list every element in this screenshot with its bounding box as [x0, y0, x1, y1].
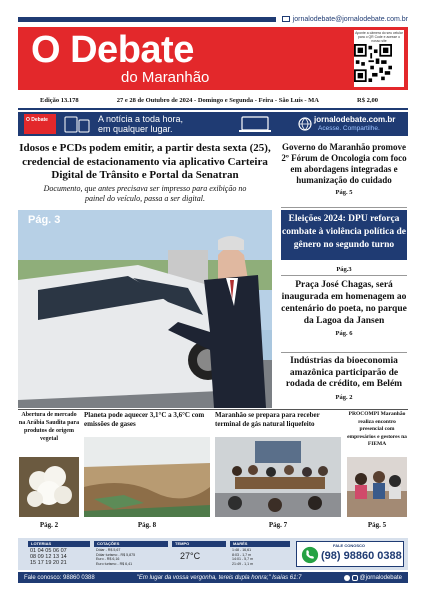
loterias-box: [28, 541, 90, 567]
lead-photo[interactable]: [18, 210, 272, 408]
promo-banner[interactable]: [18, 112, 408, 136]
loterias-label: LOTERIAS: [28, 541, 90, 547]
right-story-4-page: Pág. 2: [335, 393, 353, 401]
right-story-4-headline[interactable]: Indústrias da bioeconomia amazônica participarão de rodada de crédito, em Belém: [285, 356, 403, 389]
email-line[interactable]: [276, 16, 408, 23]
top-strip: [18, 14, 408, 24]
bar-verse: "Em lugar da vossa vergonha, tereis dupla honra;" Isaías 61:7: [136, 574, 302, 581]
cotton-photo: [19, 457, 79, 517]
bottom-story-2-page: Pág. 8: [137, 521, 157, 529]
banner-site[interactable]: jornalodebate.com.br: [314, 115, 396, 124]
qr-code-icon[interactable]: [354, 44, 392, 82]
loterias-row-2: 08 09 12 13 14: [30, 554, 67, 560]
footer-info: [18, 538, 408, 570]
divider: [281, 352, 407, 353]
right-story-1[interactable]: [279, 142, 409, 196]
lead-subheadline: Documento, que antes precisava ser impresso para exibição no painel do veículo, passa a ser digital.: [43, 184, 247, 203]
right-story-3[interactable]: [281, 279, 407, 337]
bottom-bar: [18, 572, 408, 583]
divider: [281, 207, 407, 208]
whatsapp-icon: [301, 546, 319, 564]
mare-1: 1:48 - 16,61: [232, 548, 252, 552]
bottom-story-2-headline[interactable]: Planeta pode aquecer 3,1°C a 3,6°C com emissões de gases: [84, 411, 205, 428]
cotacao-4: Euro turismo - R$ 6,41: [96, 561, 133, 566]
qr-caption: Aponte a câmera do seu celular para o QR Code e acesse o nosso site: [355, 31, 403, 43]
instagram-icon: [352, 575, 358, 581]
bottom-story-3-headline[interactable]: Maranhão se prepara para receber terminal de gás natural liquefeito: [215, 411, 320, 428]
loterias-values: [28, 547, 90, 567]
cotacao-3: Euro - R$ 6,16: [96, 557, 120, 562]
newspaper-title: O Debate: [31, 29, 194, 71]
loterias-row-3: 15 17 19 20 21: [30, 560, 67, 566]
bottom-story-4-headline[interactable]: PROCOMPI Maranhão realiza encontro presencial com empresários e gestores na FIEMA: [347, 411, 407, 447]
loterias-row-1: 01 04 05 06 07: [30, 548, 67, 554]
mares-values: [230, 547, 290, 567]
mare-4: 21:49 - 1,1 m: [232, 561, 254, 566]
bar-phone[interactable]: Fale conosco: 98860 0388: [24, 574, 95, 581]
mare-2: 8:03 - 1,7 m: [232, 552, 252, 557]
devices-icon: [64, 116, 90, 133]
banner-slogan-1: A notícia a toda hora,: [98, 114, 184, 124]
right-story-2-headline[interactable]: Eleições 2024: DPU reforça combate à violência política de gênero no segundo turno: [281, 214, 406, 250]
phone-number[interactable]: (98) 98860 0388: [321, 550, 402, 562]
photo-page-ref: Pág. 3: [28, 214, 61, 226]
qr-block[interactable]: [354, 30, 404, 87]
meeting-photo: [215, 437, 341, 517]
right-story-3-headline[interactable]: Praça José Chagas, será inaugurada em homenagem ao centenário do poeta, no parque da Lagoa da Jansen: [281, 280, 407, 326]
cotacao-2: Dólar turismo - R$ 5,875: [96, 552, 136, 557]
laptop-icon: [238, 116, 272, 133]
globe-icon: [298, 117, 312, 131]
mare-3: 14:01 - 5,7 m: [232, 557, 254, 562]
bar-social[interactable]: [344, 575, 402, 581]
masthead: [18, 27, 408, 90]
divider: [281, 275, 407, 276]
bottom-story-4-page: Pág. 5: [367, 521, 387, 529]
lead-photo-image: [18, 210, 272, 408]
climate-photo: [84, 437, 210, 517]
banner-logo: O Debate: [24, 114, 56, 134]
tempo-label: TEMPO: [172, 541, 226, 547]
edition-info: [18, 92, 408, 110]
tempo-value: 27°C: [180, 551, 201, 561]
right-story-1-headline[interactable]: Governo do Maranhão promove 2º Fórum de Oncologia com foco em abordagens integradas e humanização do cuidado: [281, 142, 407, 185]
bottom-story-1[interactable]: [18, 411, 80, 536]
edition-price: R$ 2,00: [357, 96, 378, 104]
right-story-2-box[interactable]: [281, 210, 407, 260]
tempo-box: [172, 541, 226, 567]
newspaper-subtitle: do Maranhão: [121, 69, 210, 86]
email-text[interactable]: jornalodebate@jornalodebate.com.br: [292, 15, 408, 23]
right-story-4[interactable]: [281, 356, 407, 401]
banner-slogan-2: em qualquer lugar.: [98, 124, 173, 134]
cotacoes-box: [94, 541, 168, 567]
bottom-story-1-page: Pág. 2: [39, 521, 59, 529]
cotacoes-values: [94, 547, 168, 567]
facebook-icon: [344, 575, 350, 581]
cotacoes-label: COTAÇÕES: [94, 541, 168, 547]
edition-date: 27 e 28 de Outubro de 2024 - Domingo e Segunda - Feira - São Luís - MA: [116, 96, 319, 104]
top-rule: [18, 17, 276, 22]
banner-site-sub: Acesse. Compartilhe.: [318, 125, 380, 132]
right-story-2-page: Pág.3: [336, 266, 352, 273]
mares-label: MARÉS: [230, 541, 290, 547]
bottom-story-4[interactable]: [346, 411, 408, 536]
procompi-photo: [347, 457, 407, 517]
fale-conosco-box[interactable]: [296, 541, 404, 567]
bottom-story-3[interactable]: [215, 411, 341, 536]
fale-label: FALE CONOSCO: [333, 543, 366, 548]
lead-headline[interactable]: Idosos e PCDs podem emitir, a partir desta sexta (25), credencial de estacionamento via aplicativo Carteira Digital de Trânsito e Portal da Senatran: [19, 142, 271, 181]
bottom-story-3-page: Pág. 7: [268, 521, 288, 529]
mail-icon: [282, 16, 290, 22]
bottom-story-2[interactable]: [84, 411, 210, 536]
right-story-3-page: Pág. 6: [335, 330, 353, 337]
cotacao-1: Dólar - R$ 5,67: [96, 548, 121, 552]
social-handle[interactable]: @jornalodebate: [359, 574, 402, 581]
divider: [18, 409, 408, 410]
bottom-story-1-headline[interactable]: Abertura de mercado na Arábia Saudita para produtos de origem vegetal: [18, 412, 80, 442]
edition-number: Edição 13.178: [40, 96, 79, 104]
right-story-1-page: Pág. 5: [335, 189, 353, 196]
banner-slogan: [98, 114, 183, 134]
mares-box: [230, 541, 290, 567]
